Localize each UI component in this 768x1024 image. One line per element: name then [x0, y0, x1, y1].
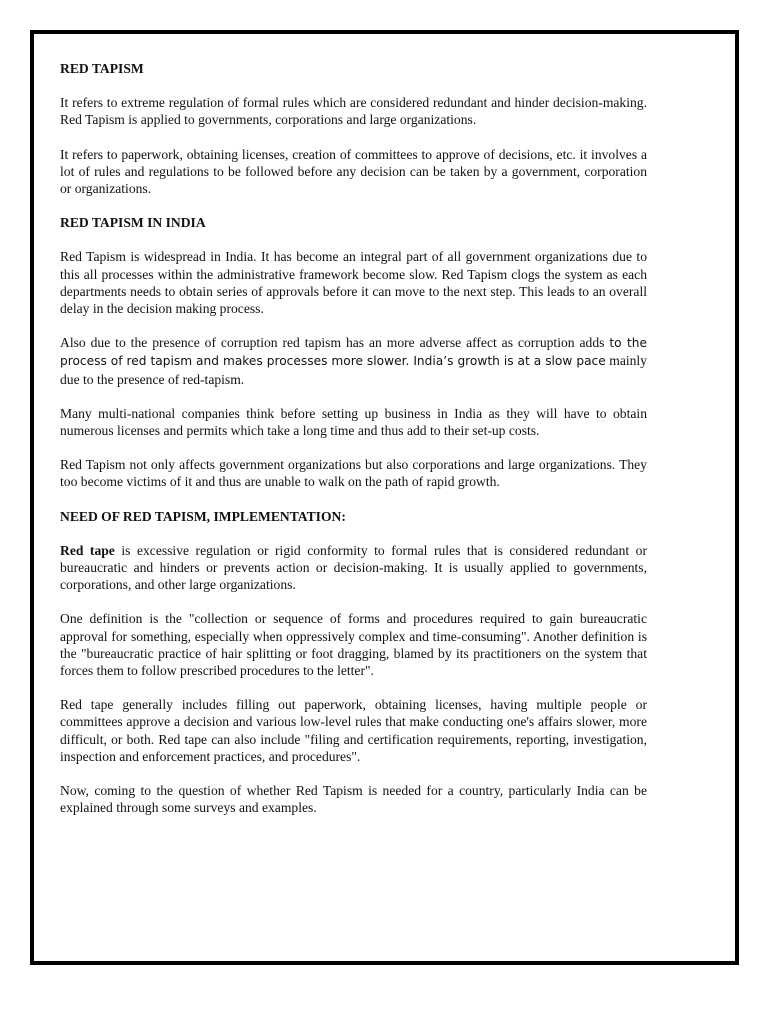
paragraph: Now, coming to the question of whether Red Tapism is needed for a country, particularly India can be explained through some surveys and examples.: [60, 783, 647, 816]
paragraph: One definition is the "collection or sequence of forms and procedures required to gain bureaucratic approval for something, especially when oppressively complex and time-consuming". Another definition is the "bureaucratic practice of hair splitting or foot dragging, blamed by its practitioners on the system that forces them to follow prescribed procedures to the letter".: [60, 611, 647, 679]
paragraph-text-alt-font: to the process of red tapism and makes processes more slower. India’s growth is at a slow pace: [60, 336, 647, 369]
bold-term: Red tape: [60, 542, 115, 558]
paragraph: It refers to paperwork, obtaining licenses, creation of committees to approve of decisions, etc. it involves a lot of rules and regulations to be followed before any decision can be taken by a government, corporation or organizations.: [60, 146, 647, 197]
heading-red-tapism: RED TAPISM: [60, 61, 144, 76]
paragraph-text: Also due to the presence of corruption red tapism has an more adverse affect as corruption adds: [60, 335, 610, 351]
paragraph: Red Tapism not only affects government organizations but also corporations and large organizations. They too become victims of it and thus are unable to walk on the path of rapid growth.: [60, 457, 647, 490]
paragraph: Many multi-national companies think before setting up business in India as they will have to obtain numerous licenses and permits which take a long time and thus add to their set-up costs.: [60, 405, 647, 439]
paragraph: Red tape generally includes filling out paperwork, obtaining licenses, having multiple people or committees approve a decision and various low-level rules that make conducting one's affairs slower, more difficult, or both. Red tape can also include "filing and certification requirements, reporting, investigation, inspection and enforcement practices, and procedures".: [60, 697, 647, 764]
paragraph: Red Tapism is widespread in India. It has become an integral part of all government organizations due to this all processes within the administrative framework become slow. Red Tapism clogs the system as each departments needs to obtain series of approvals before it can move to the next step. This leads to an overall delay in the decision making process.: [60, 249, 647, 317]
heading-need-of-red-tapism: NEED OF RED TAPISM, IMPLEMENTATION:: [60, 508, 346, 524]
paragraph-text: mainly due to the presence of red-tapism.: [60, 353, 648, 387]
heading-red-tapism-in-india: RED TAPISM IN INDIA: [60, 215, 206, 231]
paragraph: It refers to extreme regulation of formal rules which are considered redundant and hinder decision-making. Red Tapism is applied to governments, corporations and large organizations.: [60, 95, 647, 128]
document-body: [60, 60, 647, 834]
paragraph: [60, 542, 647, 594]
paragraph: [60, 334, 647, 388]
paragraph-text: is excessive regulation or rigid conformity to formal rules that is considered redundant or bureaucratic and hinders or prevents action or decision-making. It is usually applied to governments, corporations, and other large organizations.: [60, 542, 647, 593]
